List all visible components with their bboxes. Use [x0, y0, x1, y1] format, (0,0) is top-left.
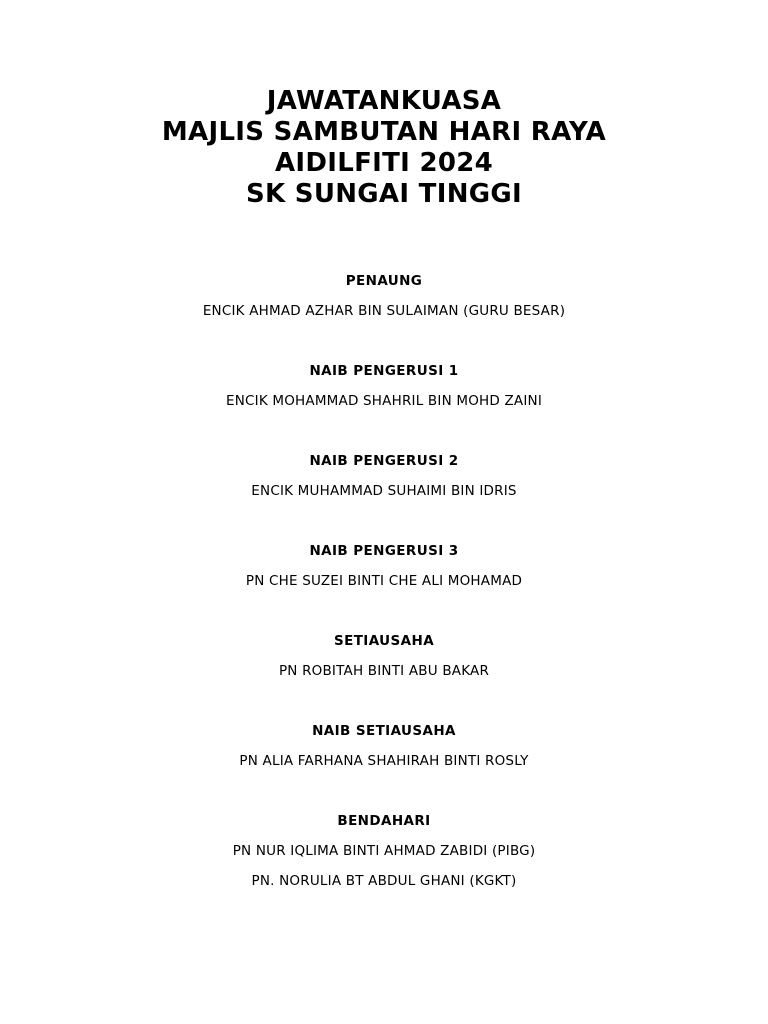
committee-section-naib-pengerusi-3: [0, 541, 768, 631]
committee-section-setiausaha: [0, 631, 768, 721]
role-heading: NAIB SETIAUSAHA: [312, 723, 456, 739]
role-heading: NAIB PENGERUSI 3: [309, 543, 459, 559]
role-heading: SETIAUSAHA: [333, 633, 435, 649]
member-name: PN CHE SUZEI BINTI CHE ALI MOHAMAD: [245, 573, 523, 589]
committee-section-naib-pengerusi-1: [0, 361, 768, 451]
title-line: SK SUNGAI TINGGI: [245, 179, 523, 209]
title-line: JAWATANKUASA: [266, 86, 502, 116]
committee-section-naib-setiausaha: [0, 721, 768, 811]
title-line: MAJLIS SAMBUTAN HARI RAYA: [161, 117, 607, 147]
title-line: AIDILFITI 2024: [274, 148, 494, 178]
committee-section-bendahari: [0, 811, 768, 901]
member-name: PN ALIA FARHANA SHAHIRAH BINTI ROSLY: [239, 753, 529, 769]
committee-section-penaung: [0, 271, 768, 361]
role-heading: BENDAHARI: [337, 813, 431, 829]
document-title: [0, 86, 768, 210]
member-name: ENCIK MUHAMMAD SUHAIMI BIN IDRIS: [251, 483, 517, 499]
role-heading: NAIB PENGERUSI 1: [309, 363, 459, 379]
role-heading: NAIB PENGERUSI 2: [309, 453, 459, 469]
committee-list: [0, 271, 768, 901]
member-name: ENCIK MOHAMMAD SHAHRIL BIN MOHD ZAINI: [225, 393, 543, 409]
committee-section-naib-pengerusi-2: [0, 451, 768, 541]
role-heading: PENAUNG: [345, 273, 423, 289]
member-name: PN. NORULIA BT ABDUL GHANI (KGKT): [251, 873, 517, 889]
member-name: PN NUR IQLIMA BINTI AHMAD ZABIDI (PIBG): [232, 843, 536, 859]
member-name: PN ROBITAH BINTI ABU BAKAR: [278, 663, 490, 679]
member-name: ENCIK AHMAD AZHAR BIN SULAIMAN (GURU BESAR): [202, 303, 566, 319]
